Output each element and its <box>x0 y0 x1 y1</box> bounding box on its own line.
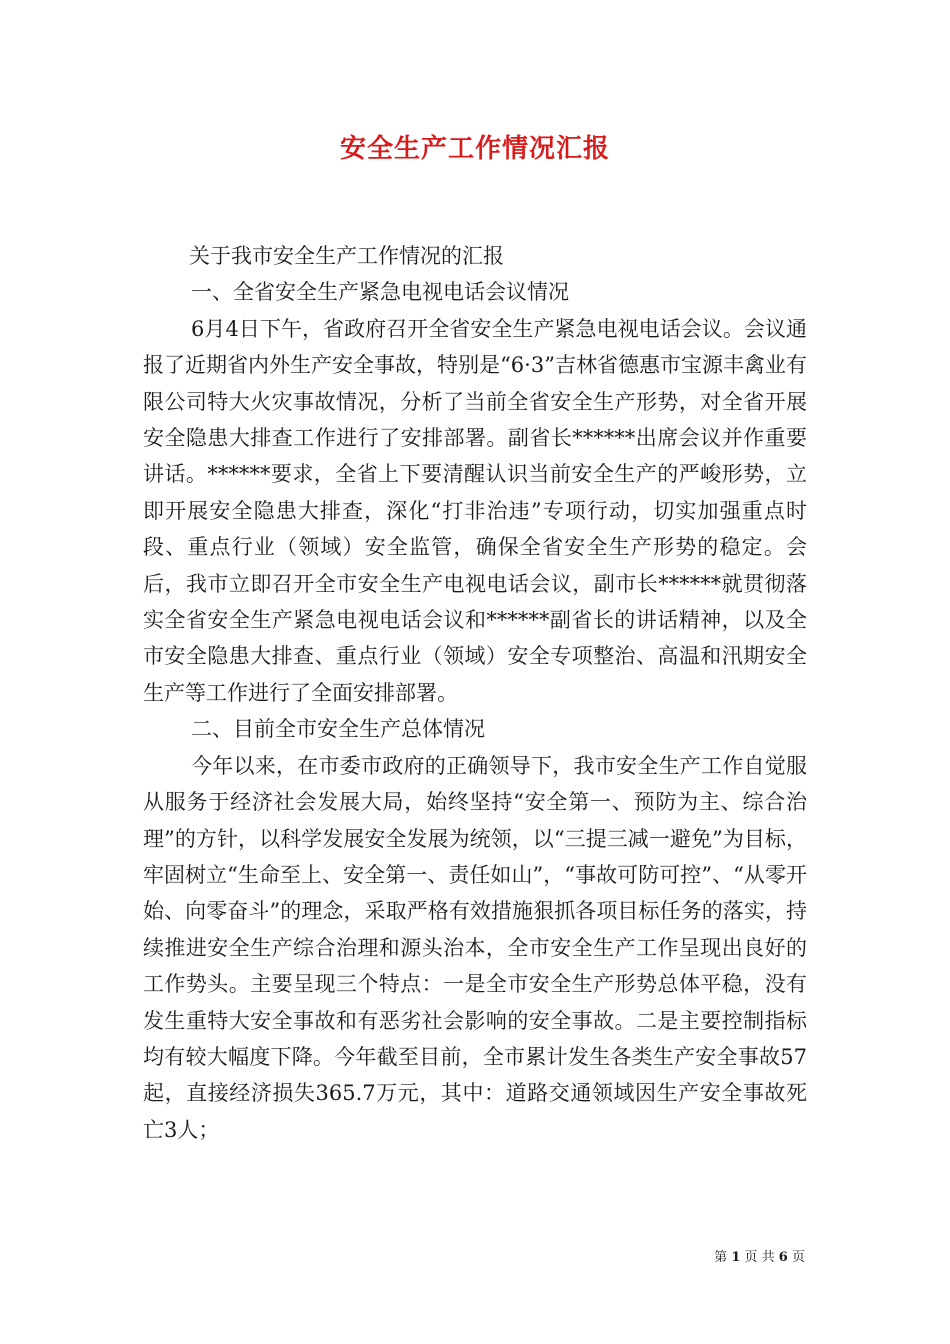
report-subheading: 关于我市安全生产工作情况的汇报 <box>189 244 504 268</box>
footer-suffix: 页 <box>791 1250 805 1265</box>
document-title: 安全生产工作情况汇报 <box>339 134 610 164</box>
section-1-heading: 一、全省安全生产紧急电视电话会议情况 <box>191 280 569 305</box>
section-2-paragraph: 今年以来，在市委市政府的正确领导下，我市安全生产工作自觉服从服务于经济社会发展大局，始终坚持“安全第一、预防为主、综合治理”的方针，以科学发展安全发展为统领，以“三提三减一避免”为目标，牢固树立“生命至上、安全第一、责任如山”，“事故可防可控”、“从零开始、向零奋斗”的理念，采取严格有效措施狠抓各项目标任务的落实，持续推进安全生产综合治理和源头治本，全市安全生产工作呈现出良好的工作势头。主要呈现三个特点：一是全市安全生产形势总体平稳，没有发生重特大安全事故和有恶劣社会影响的安全事故。二是主要控制指标均有较大幅度下降。今年截至目前，全市累计发生各类生产安全事故57起，直接经济损失365.7万元，其中：道路交通领域因生产安全事故死亡3人； <box>143 753 807 1142</box>
footer-prefix: 第 <box>714 1250 728 1265</box>
document-body <box>143 238 807 1148</box>
footer-middle: 页 共 <box>744 1250 775 1265</box>
page-number-footer <box>714 1246 805 1265</box>
section-2-heading: 二、目前全市安全生产总体情况 <box>191 717 485 742</box>
footer-total-pages: 6 <box>778 1250 788 1265</box>
section-1-paragraph: 6月4日下午，省政府召开全省安全生产紧急电视电话会议。会议通报了近期省内外生产安全事故，特别是“6·3”吉林省德惠市宝源丰禽业有限公司特大火灾事故情况，分析了当前全省安全生产形势，对全省开展安全隐患大排查工作进行了安排部署。副省长******出席会议并作重要讲话。******要求，全省上下要清醒认识当前安全生产的严峻形势，立即开展安全隐患大排查，深化“打非治违”专项行动，切实加强重点时段、重点行业（领域）安全监管，确保全省安全生产形势的稳定。会后，我市立即召开全市安全生产电视电话会议，副市长******就贯彻落实全省安全生产紧急电视电话会议和******副省长的讲话精神，以及全市安全隐患大排查、重点行业（领域）安全专项整治、高温和汛期安全生产等工作进行了全面安排部署。 <box>143 316 807 705</box>
footer-current-page: 1 <box>731 1250 741 1265</box>
